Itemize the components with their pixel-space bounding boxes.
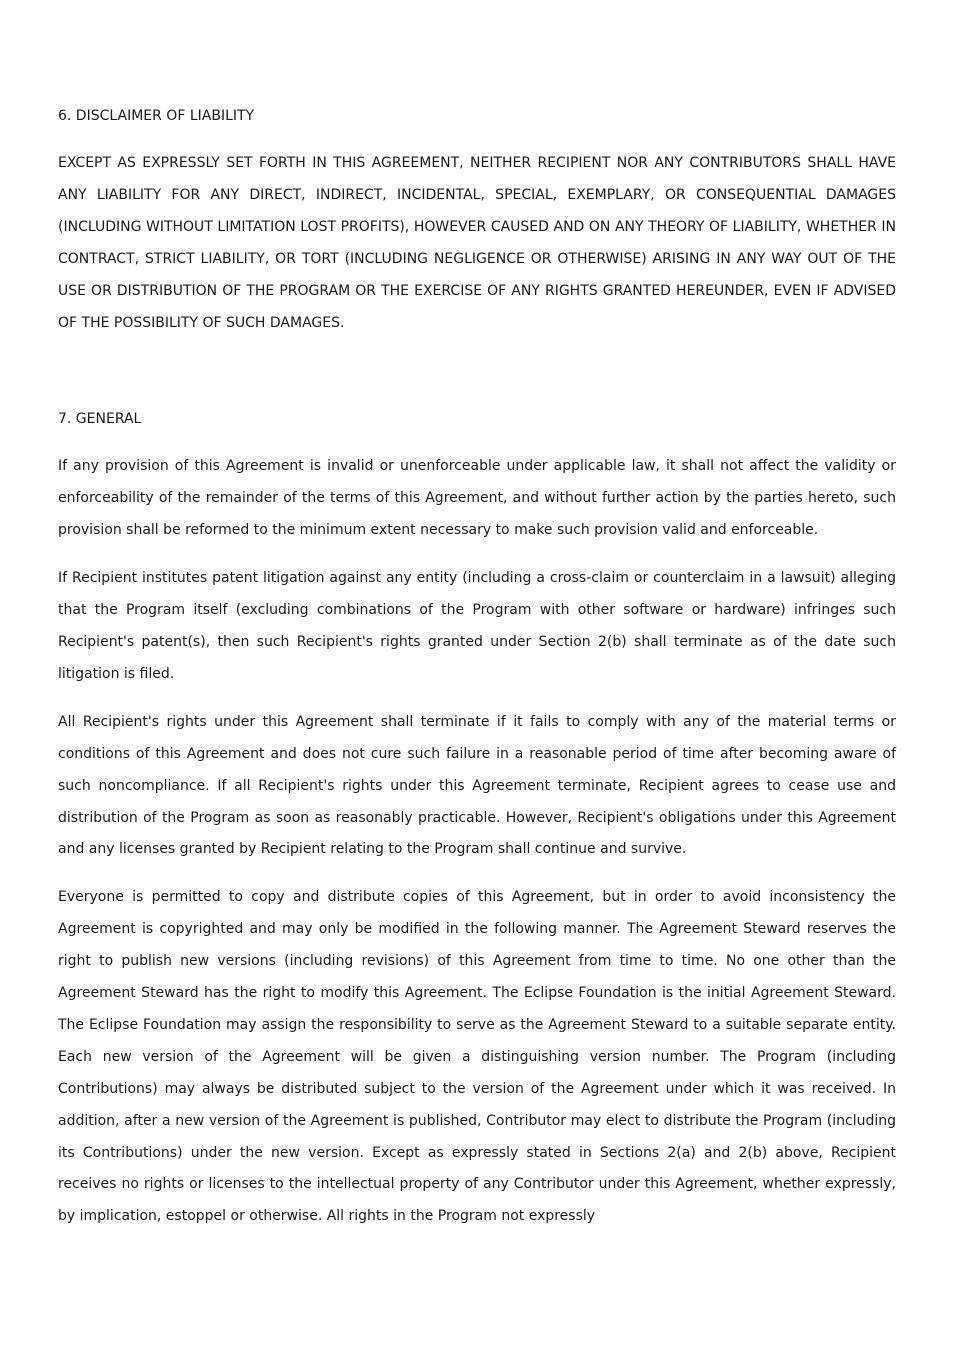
- disclaimer-paragraph: EXCEPT AS EXPRESSLY SET FORTH IN THIS AGREEMENT, NEITHER RECIPIENT NOR ANY CONTRIBUTORS SHALL HAVE ANY LIABILITY FOR ANY DIRECT, INDIRECT, INCIDENTAL, SPECIAL, EXEMPLARY, OR CONSEQUENTIAL DAMAGES (INCLUDING WITHOUT LIMITATION LOST PROFITS), HOWEVER CAUSED AND ON ANY THEORY OF LIABILITY, WHETHER IN CONTRACT, STRICT LIABILITY, OR TORT (INCLUDING NEGLIGENCE OR OTHERWISE) ARISING IN ANY WAY OUT OF THE USE OR DISTRIBUTION OF THE PROGRAM OR THE EXERCISE OF ANY RIGHTS GRANTED HEREUNDER, EVEN IF ADVISED OF THE POSSIBILITY OF SUCH DAMAGES.: [58, 155, 896, 331]
- general-paragraph-patent-litigation: If Recipient institutes patent litigation against any entity (including a cross-claim or counterclaim in a lawsuit) alleging that the Program itself (excluding combinations of the Program with other software or hardware) infringes such Recipient's patent(s), then such Recipient's rights granted under Section 2(b) shall terminate as of the date such litigation is filed.: [58, 570, 896, 682]
- document-page: [58, 100, 896, 1249]
- section-heading-disclaimer-of-liability: 6. DISCLAIMER OF LIABILITY: [58, 108, 255, 124]
- section-spacer: [58, 355, 896, 403]
- general-paragraph-agreement-steward: Everyone is permitted to copy and distribute copies of this Agreement, but in order to avoid inconsistency the Agreement is copyrighted and may only be modified in the following manner. The Agreement Steward reserves the right to publish new versions (including revisions) of this Agreement from time to time. No one other than the Agreement Steward has the right to modify this Agreement. The Eclipse Foundation is the initial Agreement Steward. The Eclipse Foundation may assign the responsibility to serve as the Agreement Steward to a suitable separate entity. Each new version of the Agreement will be given a distinguishing version number. The Program (including Contributions) may always be distributed subject to the version of the Agreement under which it was received. In addition, after a new version of the Agreement is published, Contributor may elect to distribute the Program (including its Contributions) under the new version. Except as expressly stated in Sections 2(a) and 2(b) above, Recipient receives no rights or licenses to the intellectual property of any Contributor under this Agreement, whether expressly, by implication, estoppel or otherwise. All rights in the Program not expressly: [58, 889, 896, 1225]
- general-paragraph-severability: If any provision of this Agreement is invalid or unenforceable under applicable law, it shall not affect the validity or enforceability of the remainder of the terms of this Agreement, and without further action by the parties hereto, such provision shall be reformed to the minimum extent necessary to make such provision valid and enforceable.: [58, 458, 896, 539]
- general-paragraph-termination: All Recipient's rights under this Agreement shall terminate if it fails to comply with any of the material terms or conditions of this Agreement and does not cure such failure in a reasonable period of time after becoming aware of such noncompliance. If all Recipient's rights under this Agreement terminate, Recipient agrees to cease use and distribution of the Program as soon as reasonably practicable. However, Recipient's obligations under this Agreement and any licenses granted by Recipient relating to the Program shall continue and survive.: [58, 713, 896, 858]
- section-heading-general: 7. GENERAL: [58, 411, 142, 428]
